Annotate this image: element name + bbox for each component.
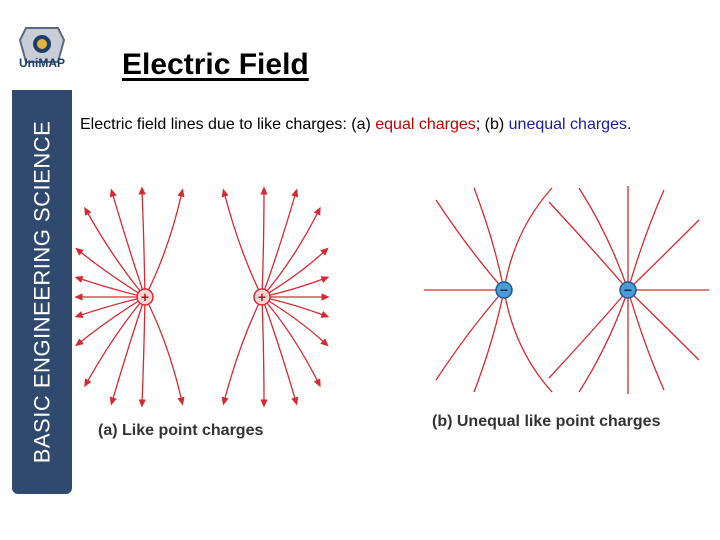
field-line-a-15	[262, 278, 326, 297]
panel-a-label: (a) Like point charges	[98, 422, 264, 439]
field-line-a-18	[262, 297, 326, 344]
charge-a-right-sign: +	[257, 289, 267, 305]
caption-suffix: .	[626, 116, 632, 133]
caption-unequal: unequal charges	[508, 116, 627, 133]
caption	[80, 116, 631, 134]
caption-mid: ; (b)	[475, 116, 509, 133]
field-line-b-11	[579, 290, 628, 392]
logo-emblem	[12, 8, 72, 86]
panel-b-field-lines	[424, 186, 709, 394]
field-line-a-25	[224, 192, 262, 297]
sidebar-title: BASIC ENGINEERING SCIENCE	[29, 120, 55, 464]
field-line-a-26	[224, 297, 262, 402]
field-line-b-15	[628, 290, 664, 390]
caption-prefix: Electric field lines due to like charges: (a)	[80, 116, 376, 133]
field-line-b-14	[628, 190, 664, 290]
field-line-a-16	[262, 297, 326, 316]
field-line-b-3	[436, 290, 504, 380]
field-line-a-8	[112, 192, 145, 297]
field-line-a-12	[145, 192, 182, 297]
charge-a-right	[254, 289, 270, 305]
field-line-a-2	[78, 278, 145, 297]
charge-a-left	[137, 289, 153, 305]
field-line-a-17	[262, 250, 326, 297]
field-line-a-4	[78, 250, 145, 297]
field-line-a-23	[262, 190, 264, 297]
field-line-a-10	[142, 190, 145, 297]
field-line-a-9	[112, 297, 145, 402]
field-line-b-6	[504, 188, 552, 290]
field-line-b-8	[549, 202, 628, 290]
charge-a-left-sign: +	[140, 289, 150, 305]
field-line-b-10	[579, 188, 628, 290]
sidebar-text-container	[12, 90, 72, 494]
field-line-b-4	[474, 188, 504, 290]
charge-b-left-sign: −	[499, 282, 509, 298]
field-line-a-13	[145, 297, 182, 402]
charge-b-right	[620, 282, 636, 298]
charge-b-left	[496, 282, 512, 298]
logo-text: UniMAP	[19, 56, 65, 70]
field-line-b-2	[436, 200, 504, 290]
panel-a-field-lines	[78, 190, 326, 404]
field-line-a-22	[262, 297, 296, 402]
field-line-b-9	[549, 290, 628, 378]
panel-b-label: (b) Unequal like point charges	[432, 413, 661, 430]
page-title: Electric Field	[122, 48, 309, 81]
field-line-a-21	[262, 192, 296, 297]
field-line-a-5	[78, 297, 145, 344]
field-line-b-7	[504, 290, 552, 392]
caption-equal: equal charges	[375, 116, 476, 133]
charge-b-right-sign: −	[623, 282, 633, 298]
field-line-a-3	[78, 297, 145, 316]
field-line-b-5	[474, 290, 504, 392]
field-line-a-11	[142, 297, 145, 404]
field-line-a-24	[262, 297, 264, 404]
